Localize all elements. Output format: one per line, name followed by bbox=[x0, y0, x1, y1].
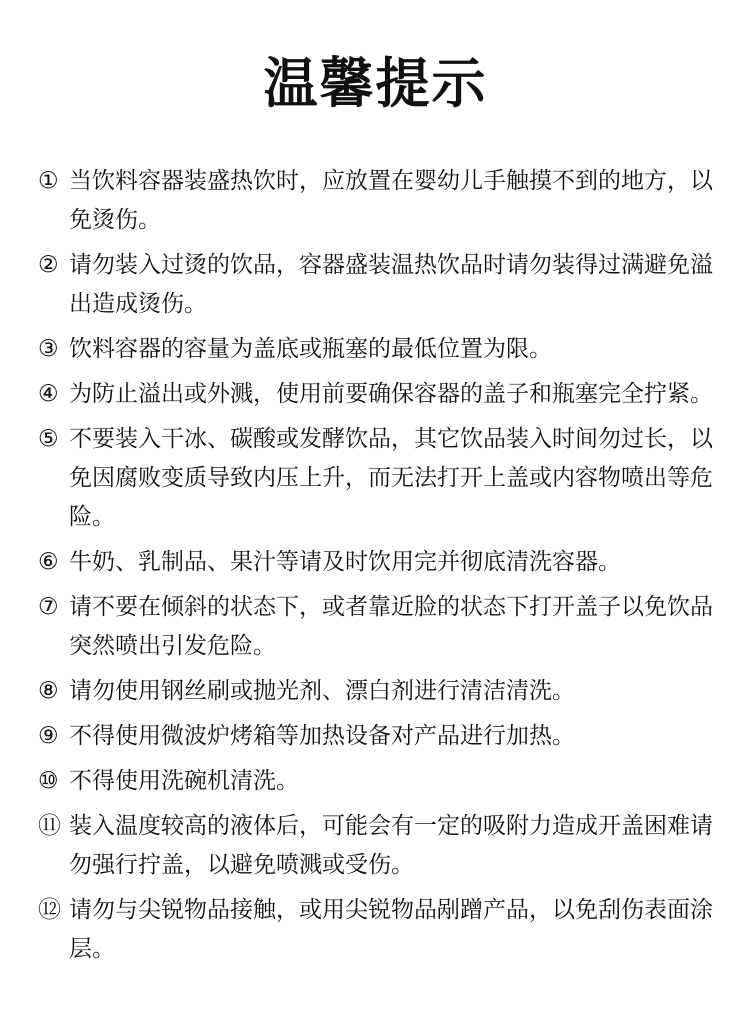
item-number: ⑫ bbox=[38, 897, 61, 923]
item-text: 当饮料容器装盛热饮时，应放置在婴幼儿手触摸不到的地方，以免烫伤。 bbox=[69, 168, 713, 233]
list-item bbox=[38, 375, 718, 414]
item-text: 不要装入干冰、碳酸或发酵饮品，其它饮品装入时间勿过长，以免因腐败变质导致内压上升，而无法打开上盖或内容物喷出等危险。 bbox=[69, 426, 713, 530]
list-item bbox=[38, 330, 718, 369]
list-item bbox=[38, 717, 718, 756]
item-text: 不得使用洗碗机清洗。 bbox=[69, 768, 299, 794]
item-number: ⑨ bbox=[38, 723, 59, 749]
list-item bbox=[38, 672, 718, 711]
item-number: ③ bbox=[38, 336, 59, 362]
list-item bbox=[38, 543, 718, 582]
item-text: 请不要在倾斜的状态下，或者靠近脸的状态下打开盖子以免饮品突然喷出引发危险。 bbox=[69, 594, 713, 659]
list-item bbox=[38, 807, 718, 885]
item-number: ② bbox=[38, 252, 59, 278]
item-text: 牛奶、乳制品、果汁等请及时饮用完并彻底清洗容器。 bbox=[69, 549, 621, 575]
item-text: 请勿与尖锐物品接触，或用尖锐物品剐蹭产品，以免刮伤表面涂层。 bbox=[69, 897, 713, 962]
item-number: ④ bbox=[38, 381, 59, 407]
item-text: 为防止溢出或外溅，使用前要确保容器的盖子和瓶塞完全拧紧。 bbox=[69, 381, 713, 407]
item-text: 请勿装入过烫的饮品，容器盛装温热饮品时请勿装得过满避免溢出造成烫伤。 bbox=[69, 252, 713, 317]
item-text: 饮料容器的容量为盖底或瓶塞的最低位置为限。 bbox=[69, 336, 552, 362]
list-item bbox=[38, 588, 718, 666]
item-number: ⑧ bbox=[38, 678, 59, 704]
list-item bbox=[38, 162, 718, 240]
list-item bbox=[38, 420, 718, 537]
item-number: ① bbox=[38, 168, 59, 194]
item-text: 请勿使用钢丝刷或抛光剂、漂白剂进行清洁清洗。 bbox=[69, 678, 575, 704]
item-number: ⑩ bbox=[38, 768, 59, 794]
item-number: ⑪ bbox=[38, 813, 61, 839]
item-text: 不得使用微波炉烤箱等加热设备对产品进行加热。 bbox=[69, 723, 575, 749]
item-number: ⑥ bbox=[38, 549, 59, 575]
list-item bbox=[38, 891, 718, 969]
list-item bbox=[38, 762, 718, 801]
notice-list bbox=[38, 162, 718, 975]
item-text: 装入温度较高的液体后，可能会有一定的吸附力造成开盖困难请勿强行拧盖，以避免喷溅或受伤。 bbox=[69, 813, 713, 878]
page-title: 温馨提示 bbox=[263, 52, 488, 115]
item-number: ⑤ bbox=[38, 426, 59, 452]
list-item bbox=[38, 246, 718, 324]
item-number: ⑦ bbox=[38, 594, 59, 620]
